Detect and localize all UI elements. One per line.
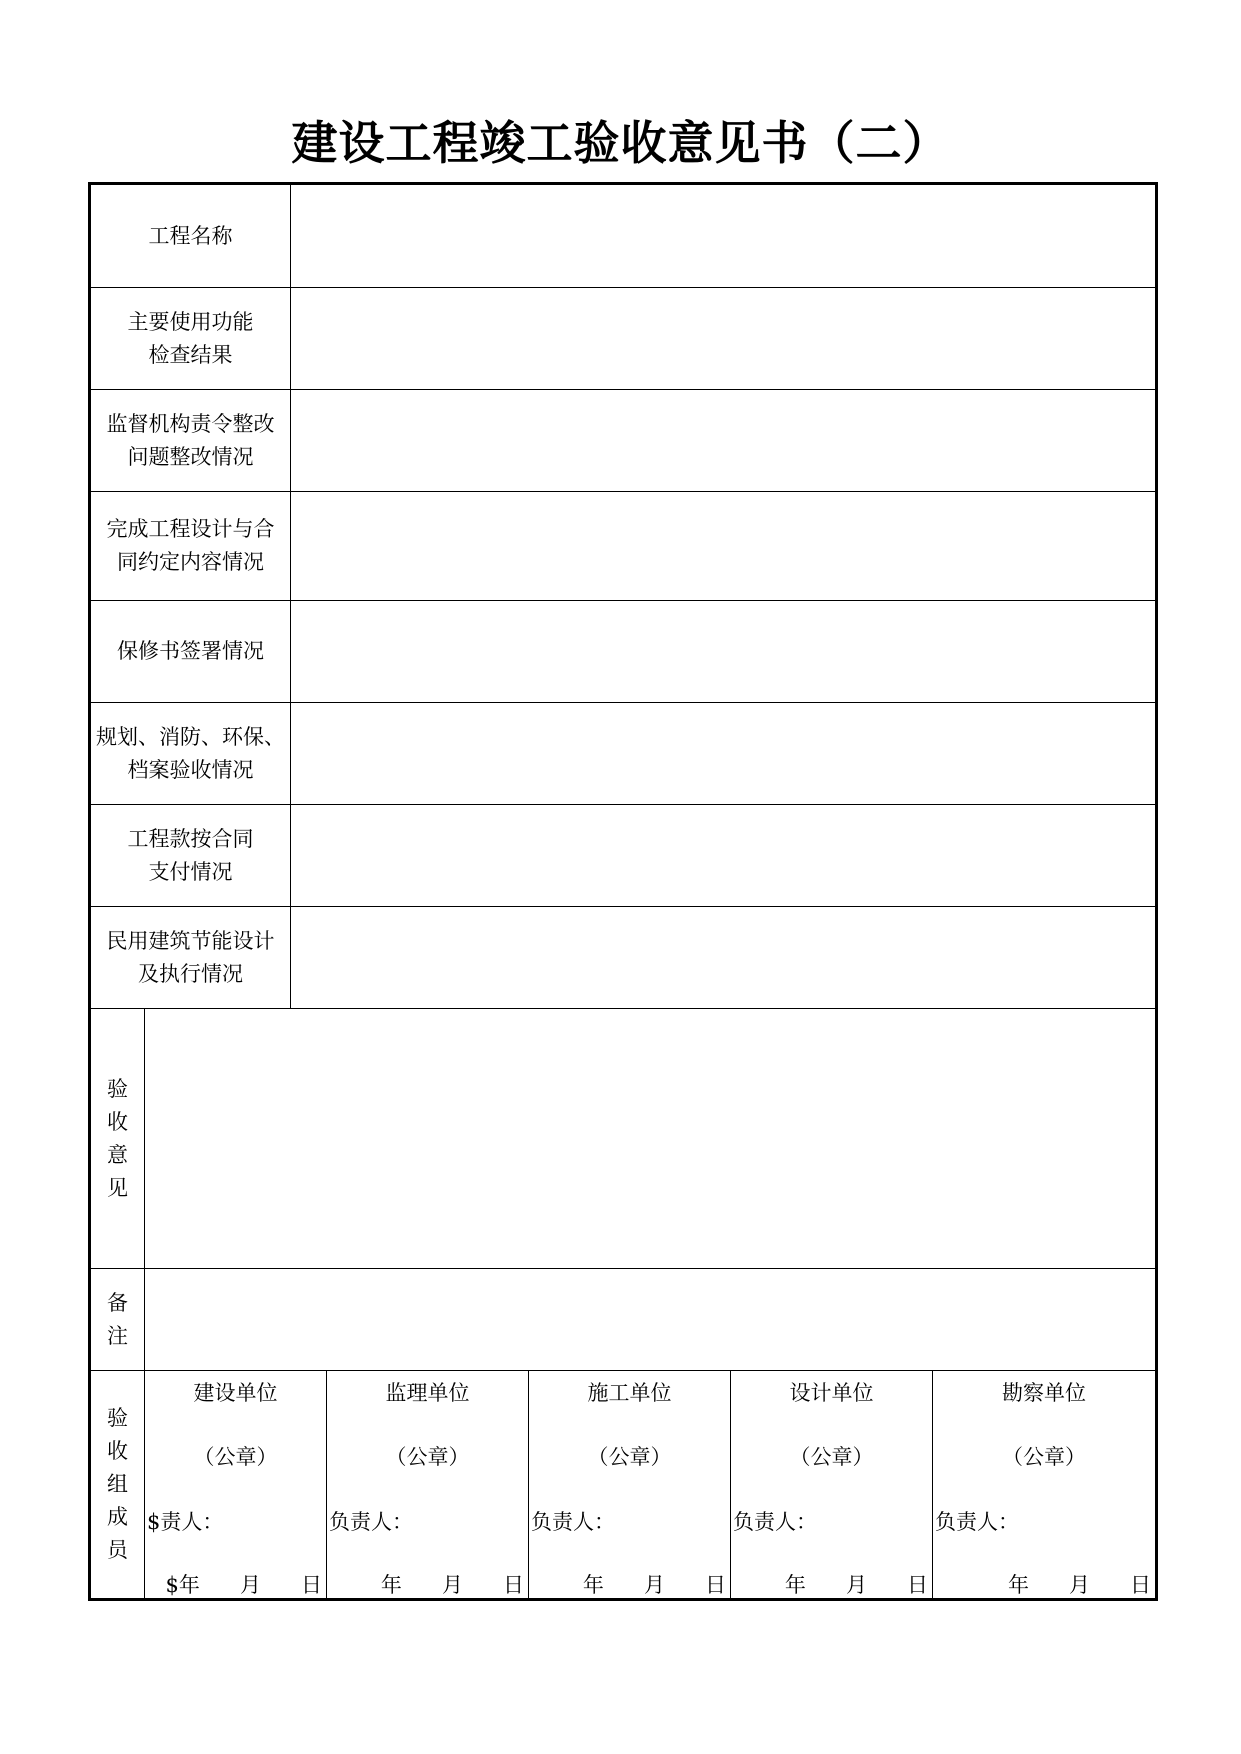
remarks-field[interactable] — [145, 1269, 1157, 1371]
row-label: 保修书签署情况 — [90, 601, 291, 703]
member-unit-design[interactable] — [731, 1371, 933, 1600]
special-acceptance-field[interactable] — [291, 703, 1157, 805]
unit-responsible: 负责人： — [733, 1510, 817, 1534]
unit-responsible: 负责人： — [329, 1510, 413, 1534]
function-check-field[interactable] — [291, 288, 1157, 390]
unit-seal: （公章） — [1002, 1445, 1087, 1469]
unit-name: 勘察单位 — [1002, 1381, 1087, 1405]
form-row-rectification — [90, 390, 1157, 492]
page-title: 建设工程竣工验收意见书（二） — [291, 116, 950, 170]
unit-name: 施工单位 — [587, 1381, 672, 1405]
energy-saving-field[interactable] — [291, 907, 1157, 1009]
row-label: 主要使用功能 检查结果 — [90, 288, 291, 390]
unit-responsible: 负责人： — [935, 1510, 1019, 1534]
unit-seal: （公章） — [385, 1445, 470, 1469]
unit-date: 年 月 日 — [380, 1573, 524, 1597]
unit-seal: （公章） — [193, 1445, 278, 1469]
member-unit-survey[interactable] — [933, 1371, 1157, 1600]
member-unit-construction[interactable] — [145, 1371, 327, 1600]
unit-name: 设计单位 — [789, 1381, 874, 1405]
unit-date: 年 月 日 — [1007, 1573, 1152, 1597]
acceptance-members-label: 验 收 组 成 员 — [90, 1371, 145, 1600]
form-row-acceptance-opinion — [90, 1009, 1157, 1269]
unit-responsible: $责人： — [147, 1510, 224, 1534]
row-label: 完成工程设计与合 同约定内容情况 — [90, 492, 291, 601]
form-row-payment — [90, 805, 1157, 907]
unit-name: 监理单位 — [385, 1381, 470, 1405]
form-row-project-name — [90, 184, 1157, 288]
form-row-design-contract — [90, 492, 1157, 601]
unit-date: 年 月 日 — [582, 1573, 726, 1597]
unit-name: 建设单位 — [193, 1381, 278, 1405]
row-label: 规划、消防、环保、 档案验收情况 — [90, 703, 291, 805]
form-row-function-check — [90, 288, 1157, 390]
form-row-acceptance-members — [90, 1371, 1157, 1600]
remarks-label: 备 注 — [90, 1269, 145, 1371]
design-contract-field[interactable] — [291, 492, 1157, 601]
unit-date: $年 月 日 — [165, 1573, 322, 1597]
row-label: 民用建筑节能设计 及执行情况 — [90, 907, 291, 1009]
unit-seal: （公章） — [587, 1445, 672, 1469]
member-unit-contractor[interactable] — [529, 1371, 731, 1600]
payment-field[interactable] — [291, 805, 1157, 907]
form-row-warranty — [90, 601, 1157, 703]
form-row-special-acceptance — [90, 703, 1157, 805]
unit-seal: （公章） — [789, 1445, 874, 1469]
acceptance-opinion-label: 验 收 意 见 — [90, 1009, 145, 1269]
row-label: 工程款按合同 支付情况 — [90, 805, 291, 907]
form-row-energy-saving — [90, 907, 1157, 1009]
form-row-remarks — [90, 1269, 1157, 1371]
rectification-field[interactable] — [291, 390, 1157, 492]
row-label: 监督机构责令整改 问题整改情况 — [90, 390, 291, 492]
project-name-field[interactable] — [291, 184, 1157, 288]
row-label: 工程名称 — [90, 184, 291, 288]
member-unit-supervision[interactable] — [327, 1371, 529, 1600]
unit-responsible: 负责人： — [531, 1510, 615, 1534]
unit-date: 年 月 日 — [784, 1573, 928, 1597]
acceptance-opinion-field[interactable] — [145, 1009, 1157, 1269]
acceptance-form-table — [88, 182, 1158, 1601]
warranty-field[interactable] — [291, 601, 1157, 703]
